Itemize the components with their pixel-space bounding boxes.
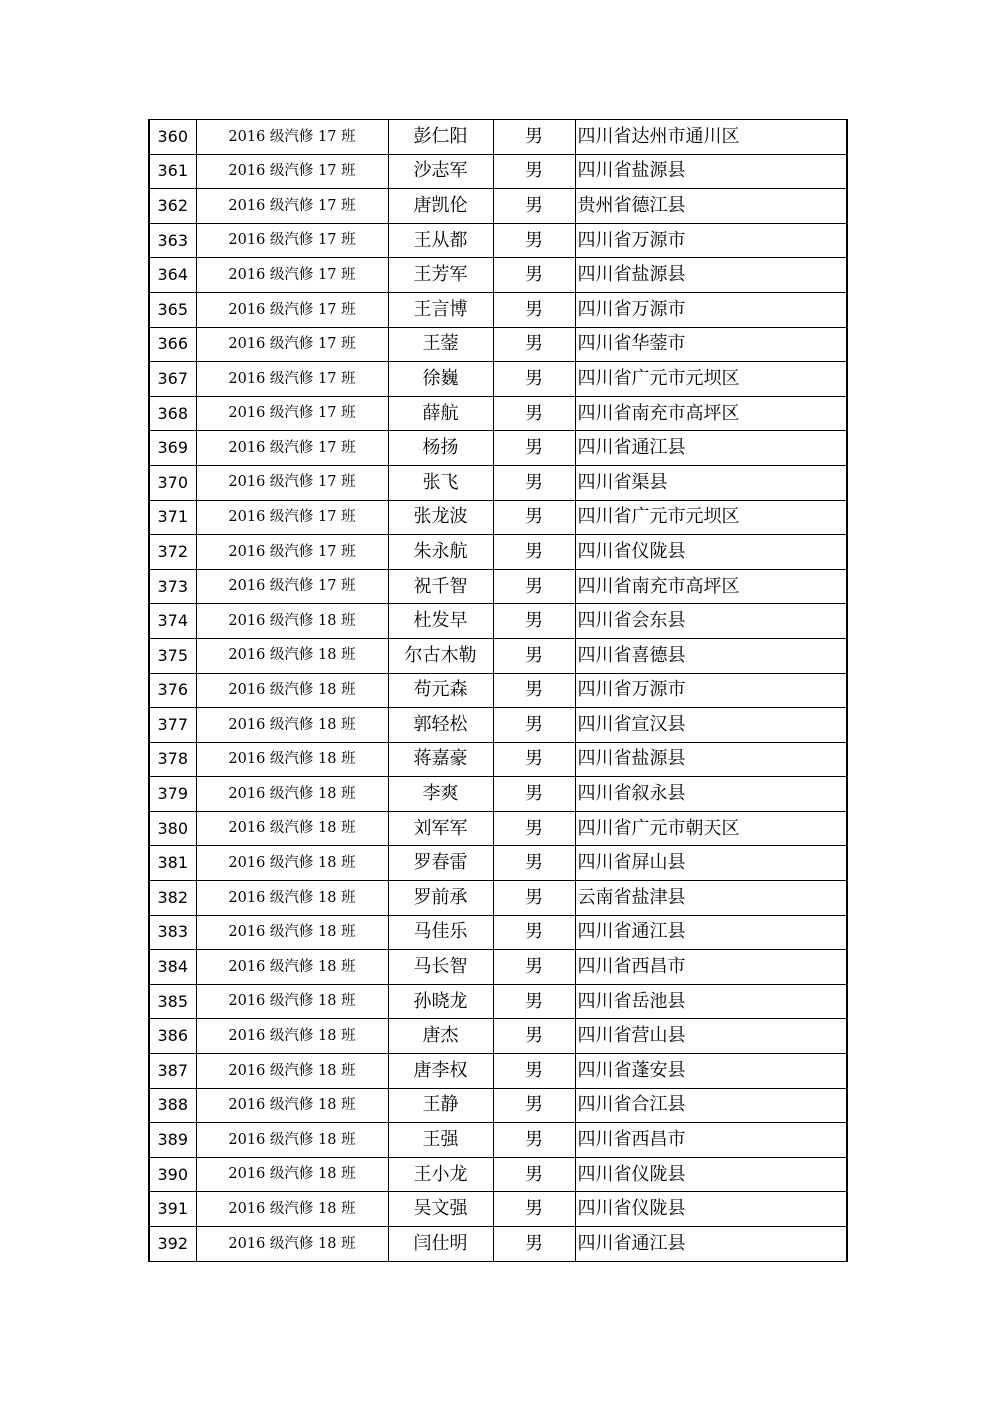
origin-cell: 四川省屏山县 <box>575 846 847 881</box>
origin-cell: 四川省盐源县 <box>575 258 847 293</box>
gender-cell: 男 <box>493 708 575 743</box>
gender-cell: 男 <box>493 846 575 881</box>
origin-cell: 四川省仪陇县 <box>575 535 847 570</box>
student-name: 王强 <box>388 1123 493 1158</box>
gender-cell: 男 <box>493 154 575 189</box>
row-number: 369 <box>149 431 196 466</box>
row-number: 370 <box>149 465 196 500</box>
origin-cell: 四川省通江县 <box>575 915 847 950</box>
gender-cell: 男 <box>493 1192 575 1227</box>
origin-cell: 四川省南充市高坪区 <box>575 569 847 604</box>
table-row <box>149 569 847 604</box>
class-cell: 2016 级汽修 18 班 <box>196 846 388 881</box>
row-number: 383 <box>149 915 196 950</box>
row-number: 381 <box>149 846 196 881</box>
gender-cell: 男 <box>493 569 575 604</box>
class-cell: 2016 级汽修 17 班 <box>196 223 388 258</box>
origin-cell: 四川省营山县 <box>575 1019 847 1054</box>
origin-cell: 四川省通江县 <box>575 1227 847 1262</box>
table-row <box>149 1227 847 1262</box>
class-cell: 2016 级汽修 18 班 <box>196 708 388 743</box>
gender-cell: 男 <box>493 1088 575 1123</box>
student-name: 唐凯伦 <box>388 189 493 224</box>
table-row <box>149 708 847 743</box>
row-number: 365 <box>149 292 196 327</box>
row-number: 375 <box>149 638 196 673</box>
student-name: 杨扬 <box>388 431 493 466</box>
student-name: 刘军军 <box>388 811 493 846</box>
origin-cell: 四川省盐源县 <box>575 154 847 189</box>
origin-cell: 四川省广元市元坝区 <box>575 362 847 397</box>
gender-cell: 男 <box>493 120 575 155</box>
table-row <box>149 846 847 881</box>
gender-cell: 男 <box>493 1123 575 1158</box>
class-cell: 2016 级汽修 17 班 <box>196 154 388 189</box>
class-cell: 2016 级汽修 17 班 <box>196 500 388 535</box>
row-number: 373 <box>149 569 196 604</box>
gender-cell: 男 <box>493 1227 575 1262</box>
table-row <box>149 223 847 258</box>
table-row <box>149 777 847 812</box>
row-number: 379 <box>149 777 196 812</box>
student-name: 薛航 <box>388 396 493 431</box>
gender-cell: 男 <box>493 1054 575 1089</box>
origin-cell: 四川省华蓥市 <box>575 327 847 362</box>
table-row <box>149 120 847 155</box>
class-cell: 2016 级汽修 17 班 <box>196 292 388 327</box>
origin-cell: 四川省西昌市 <box>575 1123 847 1158</box>
gender-cell: 男 <box>493 881 575 916</box>
gender-cell: 男 <box>493 500 575 535</box>
gender-cell: 男 <box>493 811 575 846</box>
table-row <box>149 881 847 916</box>
table-row <box>149 465 847 500</box>
gender-cell: 男 <box>493 638 575 673</box>
origin-cell: 贵州省德江县 <box>575 189 847 224</box>
origin-cell: 四川省岳池县 <box>575 984 847 1019</box>
row-number: 372 <box>149 535 196 570</box>
gender-cell: 男 <box>493 673 575 708</box>
student-name: 罗春雷 <box>388 846 493 881</box>
roster-body <box>149 120 847 1262</box>
row-number: 361 <box>149 154 196 189</box>
class-cell: 2016 级汽修 17 班 <box>196 189 388 224</box>
origin-cell: 四川省南充市高坪区 <box>575 396 847 431</box>
row-number: 389 <box>149 1123 196 1158</box>
table-row <box>149 154 847 189</box>
class-cell: 2016 级汽修 18 班 <box>196 742 388 777</box>
origin-cell: 四川省宣汉县 <box>575 708 847 743</box>
table-row <box>149 431 847 466</box>
origin-cell: 四川省仪陇县 <box>575 1192 847 1227</box>
row-number: 364 <box>149 258 196 293</box>
student-name: 彭仁阳 <box>388 120 493 155</box>
class-cell: 2016 级汽修 18 班 <box>196 638 388 673</box>
gender-cell: 男 <box>493 742 575 777</box>
row-number: 367 <box>149 362 196 397</box>
class-cell: 2016 级汽修 18 班 <box>196 1123 388 1158</box>
row-number: 382 <box>149 881 196 916</box>
class-cell: 2016 级汽修 18 班 <box>196 881 388 916</box>
gender-cell: 男 <box>493 223 575 258</box>
gender-cell: 男 <box>493 327 575 362</box>
gender-cell: 男 <box>493 362 575 397</box>
student-name: 孙晓龙 <box>388 984 493 1019</box>
student-name: 马长智 <box>388 950 493 985</box>
table-row <box>149 1157 847 1192</box>
row-number: 377 <box>149 708 196 743</box>
class-cell: 2016 级汽修 18 班 <box>196 777 388 812</box>
row-number: 392 <box>149 1227 196 1262</box>
row-number: 384 <box>149 950 196 985</box>
row-number: 368 <box>149 396 196 431</box>
gender-cell: 男 <box>493 950 575 985</box>
student-name: 唐李权 <box>388 1054 493 1089</box>
gender-cell: 男 <box>493 984 575 1019</box>
student-name: 王从都 <box>388 223 493 258</box>
origin-cell: 四川省渠县 <box>575 465 847 500</box>
student-name: 蒋嘉豪 <box>388 742 493 777</box>
class-cell: 2016 级汽修 17 班 <box>196 327 388 362</box>
gender-cell: 男 <box>493 258 575 293</box>
class-cell: 2016 级汽修 17 班 <box>196 258 388 293</box>
table-row <box>149 500 847 535</box>
gender-cell: 男 <box>493 465 575 500</box>
origin-cell: 四川省喜德县 <box>575 638 847 673</box>
class-cell: 2016 级汽修 18 班 <box>196 673 388 708</box>
row-number: 388 <box>149 1088 196 1123</box>
origin-cell: 四川省西昌市 <box>575 950 847 985</box>
table-row <box>149 327 847 362</box>
origin-cell: 四川省广元市元坝区 <box>575 500 847 535</box>
origin-cell: 四川省万源市 <box>575 292 847 327</box>
row-number: 366 <box>149 327 196 362</box>
row-number: 386 <box>149 1019 196 1054</box>
gender-cell: 男 <box>493 189 575 224</box>
student-name: 沙志军 <box>388 154 493 189</box>
table-row <box>149 915 847 950</box>
table-row <box>149 535 847 570</box>
student-name: 杜发早 <box>388 604 493 639</box>
gender-cell: 男 <box>493 1157 575 1192</box>
row-number: 374 <box>149 604 196 639</box>
class-cell: 2016 级汽修 17 班 <box>196 569 388 604</box>
student-name: 罗前承 <box>388 881 493 916</box>
student-name: 王言博 <box>388 292 493 327</box>
class-cell: 2016 级汽修 18 班 <box>196 950 388 985</box>
row-number: 391 <box>149 1192 196 1227</box>
origin-cell: 四川省万源市 <box>575 223 847 258</box>
row-number: 387 <box>149 1054 196 1089</box>
row-number: 371 <box>149 500 196 535</box>
table-row <box>149 811 847 846</box>
class-cell: 2016 级汽修 18 班 <box>196 984 388 1019</box>
row-number: 385 <box>149 984 196 1019</box>
origin-cell: 四川省万源市 <box>575 673 847 708</box>
class-cell: 2016 级汽修 18 班 <box>196 1088 388 1123</box>
class-cell: 2016 级汽修 17 班 <box>196 535 388 570</box>
gender-cell: 男 <box>493 1019 575 1054</box>
table-row <box>149 292 847 327</box>
table-row <box>149 1088 847 1123</box>
class-cell: 2016 级汽修 17 班 <box>196 362 388 397</box>
student-name: 苟元森 <box>388 673 493 708</box>
student-name: 闫仕明 <box>388 1227 493 1262</box>
origin-cell: 四川省会东县 <box>575 604 847 639</box>
row-number: 362 <box>149 189 196 224</box>
gender-cell: 男 <box>493 292 575 327</box>
origin-cell: 云南省盐津县 <box>575 881 847 916</box>
origin-cell: 四川省蓬安县 <box>575 1054 847 1089</box>
student-name: 王芳军 <box>388 258 493 293</box>
student-name: 吴文强 <box>388 1192 493 1227</box>
class-cell: 2016 级汽修 18 班 <box>196 915 388 950</box>
student-name: 李爽 <box>388 777 493 812</box>
table-row <box>149 984 847 1019</box>
student-roster-table <box>148 119 848 1262</box>
student-name: 徐巍 <box>388 362 493 397</box>
origin-cell: 四川省仪陇县 <box>575 1157 847 1192</box>
table-row <box>149 1123 847 1158</box>
table-row <box>149 1054 847 1089</box>
class-cell: 2016 级汽修 18 班 <box>196 1054 388 1089</box>
class-cell: 2016 级汽修 18 班 <box>196 811 388 846</box>
student-name: 唐杰 <box>388 1019 493 1054</box>
class-cell: 2016 级汽修 17 班 <box>196 396 388 431</box>
student-name: 郭轻松 <box>388 708 493 743</box>
table-row <box>149 396 847 431</box>
table-row <box>149 258 847 293</box>
row-number: 363 <box>149 223 196 258</box>
student-name: 张龙波 <box>388 500 493 535</box>
class-cell: 2016 级汽修 18 班 <box>196 1192 388 1227</box>
table-row <box>149 1192 847 1227</box>
gender-cell: 男 <box>493 396 575 431</box>
class-cell: 2016 级汽修 18 班 <box>196 1227 388 1262</box>
table-row <box>149 950 847 985</box>
table-row <box>149 742 847 777</box>
student-name: 祝千智 <box>388 569 493 604</box>
class-cell: 2016 级汽修 17 班 <box>196 465 388 500</box>
row-number: 360 <box>149 120 196 155</box>
gender-cell: 男 <box>493 915 575 950</box>
table-row <box>149 673 847 708</box>
table-row <box>149 362 847 397</box>
gender-cell: 男 <box>493 777 575 812</box>
table-row <box>149 638 847 673</box>
gender-cell: 男 <box>493 535 575 570</box>
student-name: 朱永航 <box>388 535 493 570</box>
class-cell: 2016 级汽修 18 班 <box>196 1157 388 1192</box>
origin-cell: 四川省合江县 <box>575 1088 847 1123</box>
gender-cell: 男 <box>493 604 575 639</box>
origin-cell: 四川省达州市通川区 <box>575 120 847 155</box>
table-row <box>149 1019 847 1054</box>
student-name: 王小龙 <box>388 1157 493 1192</box>
table-row <box>149 604 847 639</box>
origin-cell: 四川省通江县 <box>575 431 847 466</box>
table-row <box>149 189 847 224</box>
origin-cell: 四川省叙永县 <box>575 777 847 812</box>
student-name: 王静 <box>388 1088 493 1123</box>
gender-cell: 男 <box>493 431 575 466</box>
row-number: 378 <box>149 742 196 777</box>
origin-cell: 四川省盐源县 <box>575 742 847 777</box>
row-number: 376 <box>149 673 196 708</box>
row-number: 380 <box>149 811 196 846</box>
student-name: 张飞 <box>388 465 493 500</box>
class-cell: 2016 级汽修 18 班 <box>196 604 388 639</box>
class-cell: 2016 级汽修 18 班 <box>196 1019 388 1054</box>
row-number: 390 <box>149 1157 196 1192</box>
origin-cell: 四川省广元市朝天区 <box>575 811 847 846</box>
student-name: 尔古木勒 <box>388 638 493 673</box>
class-cell: 2016 级汽修 17 班 <box>196 120 388 155</box>
class-cell: 2016 级汽修 17 班 <box>196 431 388 466</box>
student-name: 王蓥 <box>388 327 493 362</box>
student-name: 马佳乐 <box>388 915 493 950</box>
